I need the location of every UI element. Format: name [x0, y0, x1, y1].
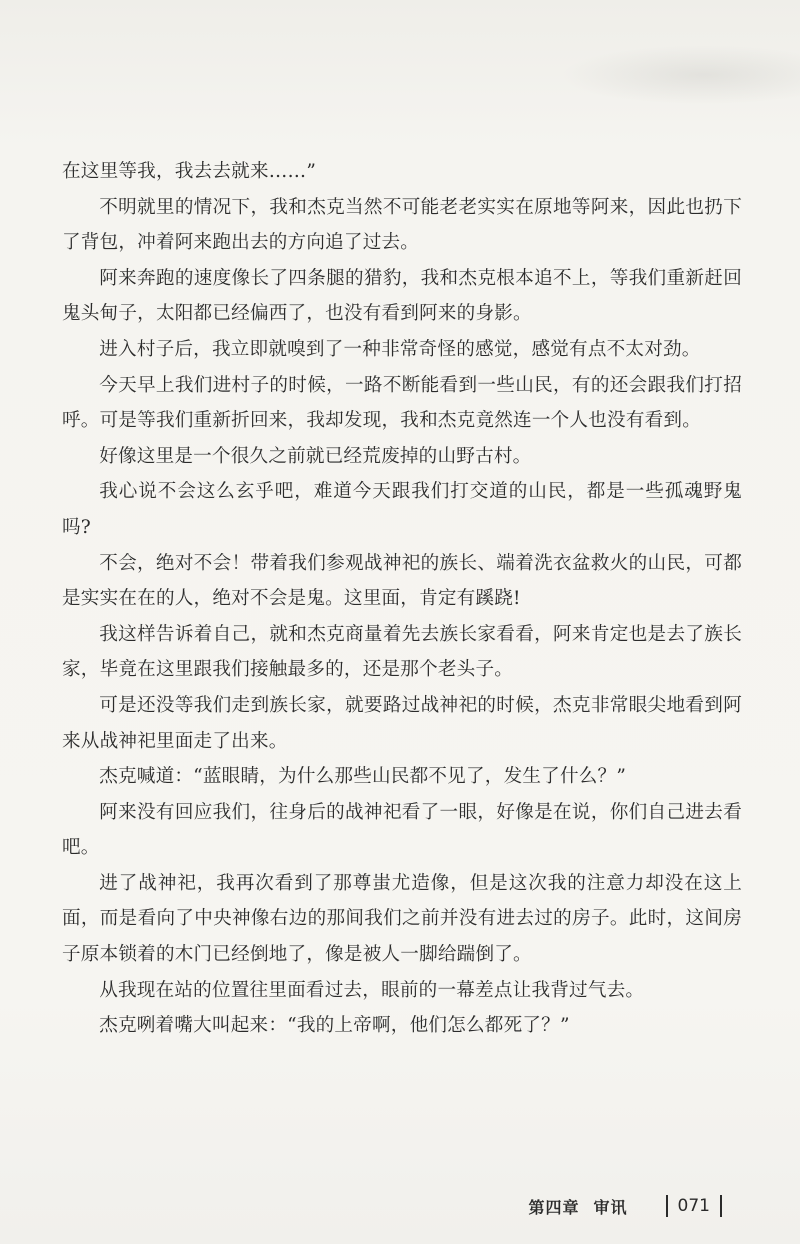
page-footer [529, 1192, 732, 1220]
paragraph: 在这里等我，我去去就来……” [62, 161, 317, 182]
body-text [62, 154, 742, 1044]
paragraph: 阿来没有回应我们，往身后的战神祀看了一眼，好像是在说，你们自己进去看吧。 [62, 801, 742, 859]
chapter-label: 第四章 [528, 1197, 580, 1217]
paragraph: 进入村子后，我立即就嗅到了一种非常奇怪的感觉，感觉有点不太对劲。 [99, 338, 701, 360]
paragraph: 进了战神祀，我再次看到了那尊蚩尤造像，但是这次我的注意力却没在这上面，而是看向了中央神像右边的那间我们之前并没有进去过的房子。此时，这间房子原本锁着的木门已经倒地了，像是被人一脚给踹倒了。 [62, 872, 742, 966]
paragraph: 我这样告诉着自己，就和杰克商量着先去族长家看看，阿来肯定也是去了族长家，毕竟在这里跟我们接触最多的，还是那个老头子。 [62, 623, 742, 681]
paragraph: 从我现在站的位置往里面看过去，眼前的一幕差点让我背过气去。 [99, 979, 645, 1001]
paragraph: 我心说不会这么玄乎吧，难道今天跟我们打交道的山民，都是一些孤魂野鬼吗? [62, 481, 742, 538]
paragraph: 杰克咧着嘴大叫起来：“我的上帝啊，他们怎么都死了？” [99, 1015, 570, 1037]
paragraph: 阿来奔跑的速度像长了四条腿的猎豹，我和杰克根本追不上，等我们重新赶回鬼头甸子，太阳都已经偏西了，也没有看到阿来的身影。 [62, 267, 742, 325]
paragraph: 可是还没等我们走到族长家，就要路过战神祀的时候，杰克非常眼尖地看到阿来从战神祀里面走了出来。 [62, 694, 742, 752]
paragraph: 不会，绝对不会！带着我们参观战神祀的族长、端着洗衣盆救火的山民，可都是实实在在的人，绝对不会是鬼。这里面，肯定有蹊跷! [62, 552, 742, 610]
footer-divider [666, 1195, 668, 1217]
chapter-title: 审讯 [593, 1197, 628, 1217]
paragraph: 好像这里是一个很久之前就已经荒废掉的山野古村。 [99, 445, 532, 467]
paragraph: 今天早上我们进村子的时候，一路不断能看到一些山民，有的还会跟我们打招呼。可是等我们重新折回来，我却发现，我和杰克竟然连一个人也没有看到。 [62, 374, 742, 432]
footer-divider [720, 1195, 722, 1217]
paragraph: 不明就里的情况下，我和杰克当然不可能老老实实在原地等阿来，因此也扔下了背包，冲着阿来跑出去的方向追了过去。 [62, 196, 742, 254]
page-number: 071 [677, 1196, 710, 1216]
scan-shadow [560, 45, 800, 105]
paragraph: 杰克喊道：“蓝眼睛，为什么那些山民都不见了，发生了什么？” [99, 766, 627, 788]
